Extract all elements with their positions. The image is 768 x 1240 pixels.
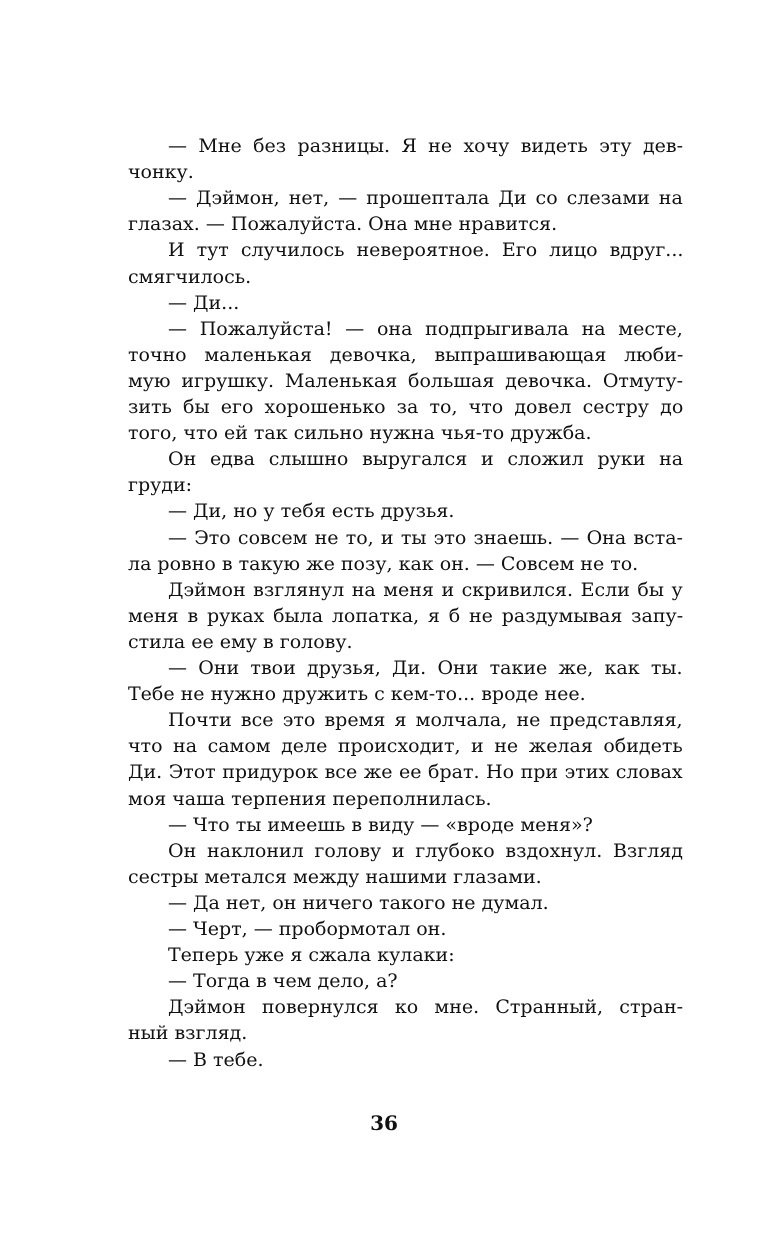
text-line: моя чаша терпения переполнилась. bbox=[128, 787, 492, 810]
text-line: Дэймон взглянул на меня и скривился. Если бы у bbox=[168, 578, 683, 601]
text-line: — Пожалуйста! — она подпрыгивала на месте, bbox=[168, 317, 683, 340]
text-line: — Ди, но у тебя есть друзья. bbox=[168, 500, 455, 523]
page-number: 36 bbox=[370, 1111, 398, 1135]
text-line: чонку. bbox=[128, 161, 194, 184]
text-line: мую игрушку. Маленькая большая девочка. Отмуту- bbox=[128, 369, 684, 392]
text-line: — Они твои друзья, Ди. Они такие же, как ты. bbox=[168, 657, 683, 679]
text-line: того, что ей так сильно нужна чья-то дружба. bbox=[128, 422, 592, 445]
text-line: — Черт, — пробормотал он. bbox=[168, 918, 447, 940]
text-line: Дэймон повернулся ко мне. Странный, стран- bbox=[168, 996, 684, 1019]
text-line: груди: bbox=[128, 474, 193, 497]
text-line: — Это совсем не то, и ты это знаешь. — Она вста- bbox=[168, 526, 683, 549]
text-line: — Мне без разницы. Я не хочу видеть эту дев- bbox=[168, 135, 684, 157]
text-line: глазах. — Пожалуйста. Она мне нравится. bbox=[128, 213, 558, 236]
text-line: — Дэймон, нет, — прошептала Ди со слезами на bbox=[168, 187, 683, 210]
text-line: сестры метался между нашими глазами. bbox=[128, 865, 542, 888]
text-line: ный взгляд. bbox=[128, 1022, 248, 1045]
text-line: Теперь уже я сжала кулаки: bbox=[168, 944, 455, 967]
text-line: точно маленькая девочка, выпрашивающая люби- bbox=[128, 343, 684, 366]
text-line: Тебе не нужно дружить с кем-то... вроде нее. bbox=[128, 683, 586, 706]
text-line: стила ее ему в голову. bbox=[128, 630, 353, 653]
text-line: — В тебе. bbox=[168, 1048, 264, 1071]
text-line: — Да нет, он ничего такого не думал. bbox=[168, 891, 549, 914]
text-line: Почти все это время я молчала, не представляя, bbox=[168, 709, 683, 732]
text-line: Он наклонил голову и глубоко вздохнул. Взгляд bbox=[168, 839, 683, 862]
text-line: И тут случилось невероятное. Его лицо вдруг... bbox=[168, 239, 684, 262]
text-line: что на самом деле происходит, и не желая обидеть bbox=[128, 735, 683, 758]
text-line: — Что ты имеешь в виду — «вроде меня»? bbox=[168, 813, 593, 836]
text-line: Ди. Этот придурок все же ее брат. Но при этих словах bbox=[128, 761, 683, 784]
text-line: ла ровно в такую же позу, как он. — Совсем не то. bbox=[128, 552, 639, 575]
text-line: меня в руках была лопатка, я б не раздумывая запу- bbox=[128, 604, 684, 627]
text-line: зить бы его хорошенько за то, что довел сестру до bbox=[128, 396, 684, 418]
text-line: смягчилось. bbox=[128, 265, 252, 288]
text-line: Он едва слышно выругался и сложил руки на bbox=[168, 448, 684, 471]
text-line: — Тогда в чем дело, а? bbox=[168, 970, 398, 993]
text-line: — Ди... bbox=[168, 291, 240, 314]
